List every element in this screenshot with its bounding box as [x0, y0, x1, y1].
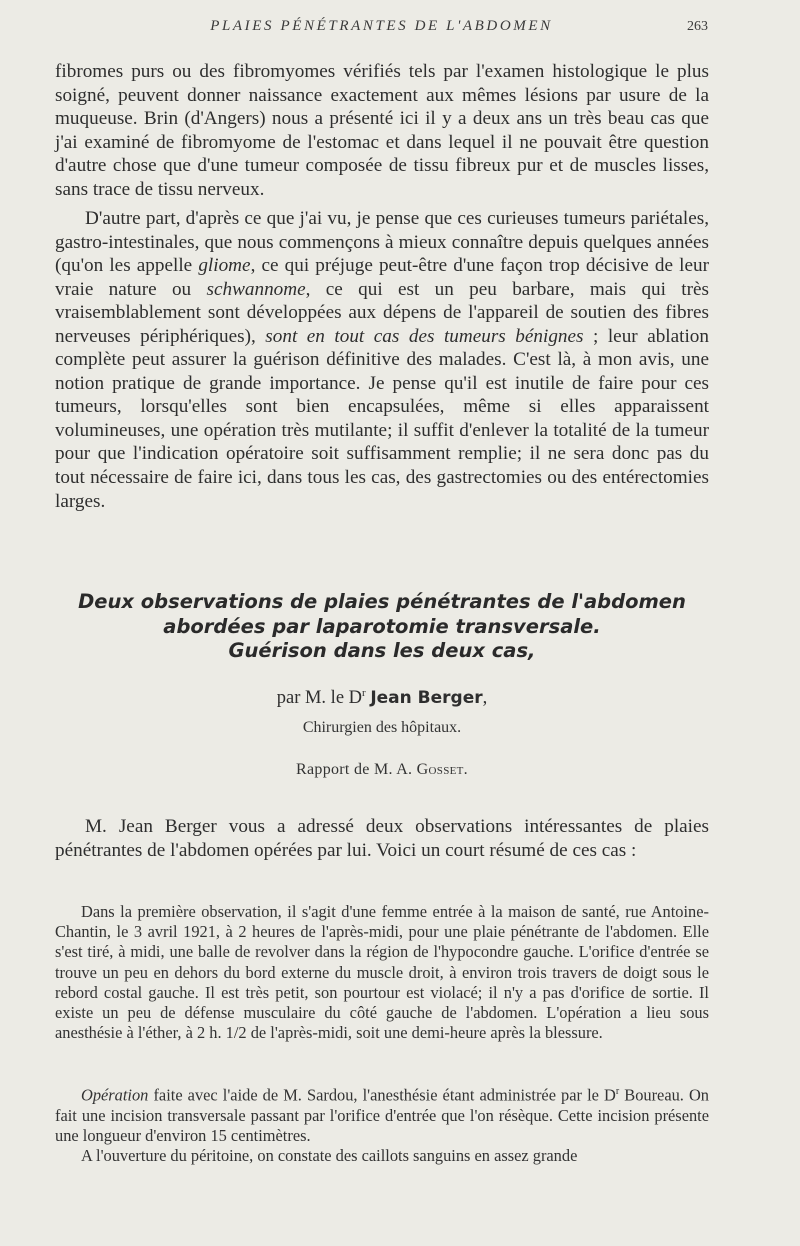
case-summary-1	[55, 902, 709, 1043]
paragraph-2-part-a: D'autre part, d'après ce que j'ai vu, je pense que ces curieuses tumeurs pariétales, gastro-intestinales, que nous commençons à mieux connaître depuis quelques années (qu'on les appelle	[55, 208, 709, 277]
case-summary-2	[55, 1082, 709, 1166]
section-title-line-3: Guérison dans les deux cas,	[228, 639, 536, 662]
paragraph-2	[55, 207, 709, 513]
byline-prefix: par M. le D	[276, 688, 363, 709]
term-gliome: gliome	[198, 255, 251, 277]
section-title-line-2: abordées par laparotomie transversale.	[163, 614, 601, 638]
report-line	[55, 761, 709, 779]
author-name: Jean Berger	[370, 688, 483, 709]
author-byline	[55, 687, 709, 709]
running-title: PLAIES PÉNÉTRANTES DE L'ABDOMEN	[210, 18, 553, 34]
byline-suffix: ,	[482, 688, 488, 709]
author-affiliation: Chirurgien des hôpitaux.	[302, 719, 462, 736]
byline-superscript: r	[362, 687, 366, 699]
emphasis-benign-tumors: sont en tout cas des tumeurs bénignes	[265, 325, 584, 347]
operation-superscript: r	[615, 1086, 620, 1097]
peritoneum-paragraph: A l'ouverture du péritoine, on constate des caillots sanguins en assez grande	[81, 1146, 578, 1166]
section-title	[55, 590, 709, 664]
case-summary-1-text: Dans la première observation, il s'agit d'une femme entrée à la maison de santé, rue Antoine-Chantin, le 3 avril 1921, à 2 heures de l'après-midi, pour une plaie pénétrante de l'abdomen. Elle s'est tiré, à midi, une balle de revolver dans la région de l'hypocondre gauche. L'orifice d'entrée se trouve un peu en dehors du bord externe du muscle droit, à environ trois travers de doigt sous le rebord costal gauche. Il est très petit, son pourtour est violacé; il n'y a pas d'orifice de sortie. Il existe un peu de défense musculaire du côté gauche de l'abdomen. L'opération a lieu sous anesthésie à l'éther, à 2 h. 1/2 de l'après-midi, soit une demi-heure après la blessure.	[55, 902, 709, 1043]
operation-label: Opération	[81, 1085, 149, 1105]
section-title-line-1: Deux observations de plaies pénétrantes de l'abdomen	[78, 590, 686, 613]
paragraph-2-part-b: , ce qui préjuge peut-être d'une façon trop décisive de leur vraie nature ou	[55, 255, 709, 300]
intro-text: M. Jean Berger vous a adressé deux observations intéressantes de plaies pénétrantes de l'abdomen opérées par lui. Voici un court résumé de ces cas :	[55, 816, 709, 861]
paragraph-1-text: fibromes purs ou des fibromyomes vérifiés tels par l'examen histologique le plus soigné, peuvent donner naissance exactement aux mêmes lésions par usure de la muqueuse. Brin (d'Angers) nous a présenté ici il y a deux ans un très beau cas que j'ai examiné de fibromyome de l'estomac et dans lequel il ne pouvait être question d'autre chose que d'une tumeur composée de tissu fibreux pur et de muscles lisses, sans trace de tissu nerveux.	[55, 61, 709, 200]
running-header	[55, 18, 708, 42]
reporter-name: Gosset	[416, 761, 464, 778]
term-schwannome: schwannome	[206, 278, 306, 300]
operation-text-b: Boureau. On fait une incision transversale passant par l'orifice d'entrée que l'on résèque. Cette incision présente une longueur d'environ 15 centimètres.	[55, 1085, 710, 1145]
paragraph-2-text	[55, 207, 709, 513]
report-suffix: .	[463, 761, 468, 778]
operation-paragraph	[55, 1082, 709, 1146]
page-number: 263	[687, 19, 708, 34]
paragraph-2-part-c: , ce qui est un peu barbare, mais qui très vraisemblablement sont développées aux dépens de l'appareil de soutien des fibres nerveuses périphériques),	[55, 278, 709, 347]
operation-text-a: faite avec l'aide de M. Sardou, l'anesthésie étant administrée par le D	[148, 1085, 616, 1105]
paragraph-1	[55, 60, 709, 201]
paragraph-2-part-d: ; leur ablation complète peut assurer la guérison définitive des malades. C'est là, à mon avis, une notion pratique de grande importance. Je pense qu'il est inutile de faire pour ces tumeurs, lorsqu'elles sont bien encapsulées, même si elles apparaissent volumineuses, une opération très mutilante; il suffit d'enlever la totalité de la tumeur pour que l'indication opératoire soit suffisamment remplie; il ne sera donc pas du tout nécessaire de faire ici, dans tous les cas, des gastrectomies ou des entérectomies larges.	[55, 325, 709, 512]
intro-paragraph	[55, 815, 709, 862]
report-prefix: Rapport de M. A.	[296, 761, 417, 778]
